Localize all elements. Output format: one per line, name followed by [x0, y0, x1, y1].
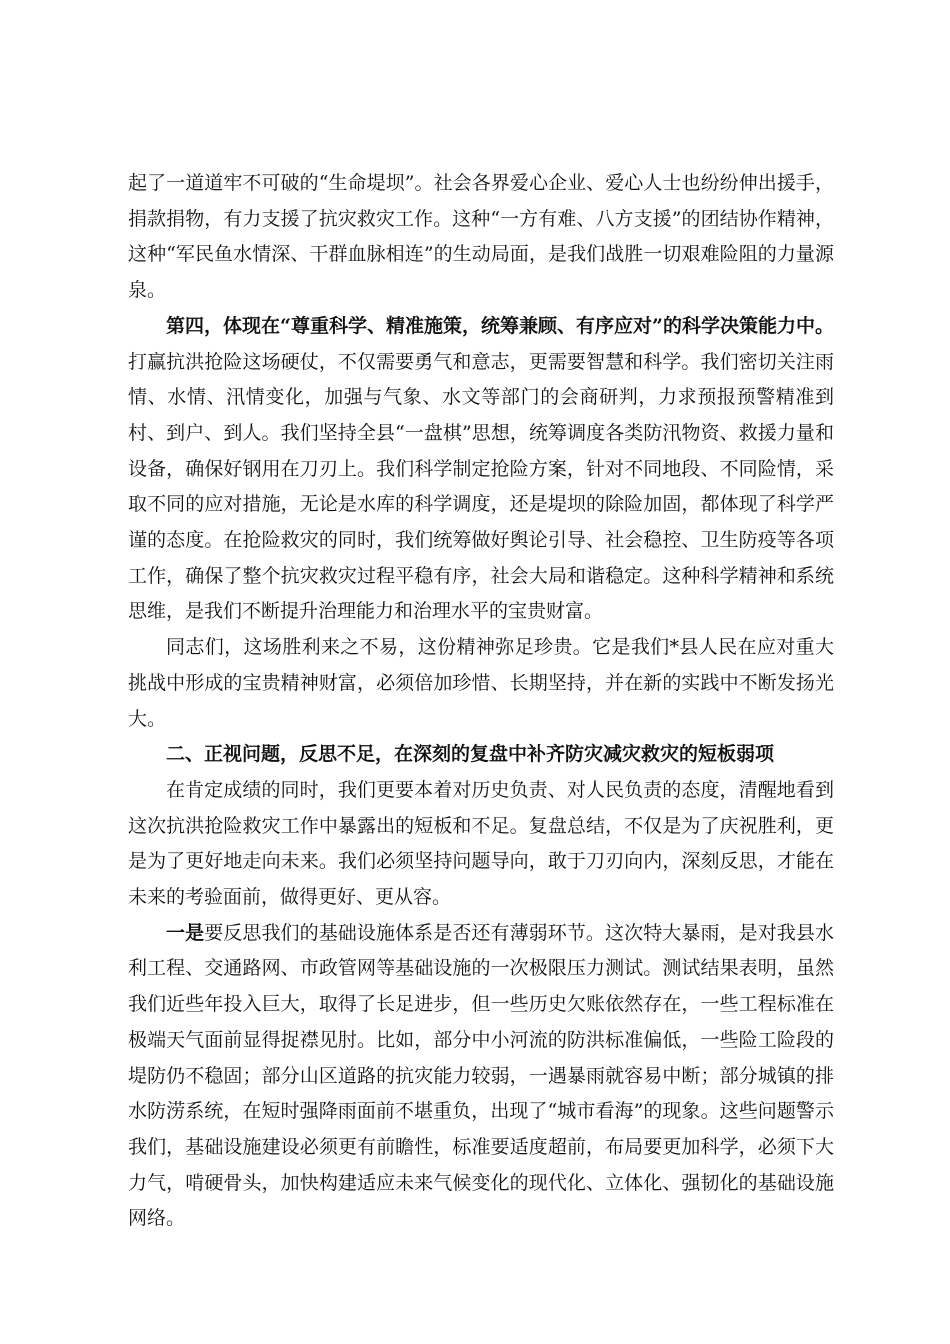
- paragraph-intro: [128, 773, 834, 916]
- section-heading: [128, 737, 834, 773]
- paragraph-continuation: [128, 166, 834, 309]
- paragraph-text: 在肯定成绩的同时，我们更要本着对历史负责、对人民负责的态度，清醒地看到这次抗洪抢险救灾工作中暴露出的短板和不足。复盘总结，不仅是为了庆祝胜利，更是为了更好地走向未来。我们必须坚持问题导向，敢于刀刃向内，深刻反思，才能在未来的考验面前，做得更好、更从容。: [128, 778, 834, 909]
- paragraph-lead-bold: 第四，体现在“尊重科学、精准施策，统筹兼顾、有序应对”的科学决策能力中。: [166, 314, 834, 337]
- paragraph-lead-bold: 一是: [166, 921, 205, 944]
- document-body: [128, 166, 834, 1237]
- paragraph-fourth-point: [128, 309, 834, 630]
- section-heading-text: 二、正视问题，反思不足，在深刻的复盘中补齐防灾减灾救灾的短板弱项: [166, 743, 775, 766]
- paragraph-text: 同志们，这场胜利来之不易，这份精神弥足珍贵。它是我们*县人民在应对重大挑战中形成的宝贵精神财富，必须倍加珍惜、长期坚持，并在新的实践中不断发扬光大。: [128, 636, 834, 730]
- paragraph-first-point: [128, 916, 834, 1237]
- paragraph-text: 起了一道道牢不可破的“生命堤坝”。社会各界爱心企业、爱心人士也纷纷伸出援手，捐款捐物，有力支援了抗灾救灾工作。这种“一方有难、八方支援”的团结协作精神，这种“军民鱼水情深、干群血脉相连”的生动局面，是我们战胜一切艰难险阻的力量源泉。: [128, 172, 834, 302]
- paragraph-text: 打赢抗洪抢险这场硬仗，不仅需要勇气和意志，更需要智慧和科学。我们密切关注雨情、水情、汛情变化，加强与气象、水文等部门的会商研判，力求预报预警精准到村、到户、到人。我们坚持全县“一盘棋”思想，统筹调度各类防汛物资、救援力量和设备，确保好钢用在刀刃上。我们科学制定抢险方案，针对不同地段、不同险情，采取不同的应对措施，无论是水库的科学调度，还是堤坝的除险加固，都体现了科学严谨的态度。在抢险救灾的同时，我们统筹做好舆论引导、社会稳控、卫生防疫等各项工作，确保了整个抗灾救灾过程平稳有序，社会大局和谐稳定。这种科学精神和系统思维，是我们不断提升治理能力和治理水平的宝贵财富。: [128, 350, 834, 623]
- paragraph-text: 要反思我们的基础设施体系是否还有薄弱环节。这次特大暴雨，是对我县水利工程、交通路网、市政管网等基础设施的一次极限压力测试。测试结果表明，虽然我们近些年投入巨大，取得了长足进步，但一些历史欠账依然存在，一些工程标准在极端天气面前显得捉襟见肘。比如，部分中小河流的防洪标准偏低，一些险工险段的堤防仍不稳固；部分山区道路的抗灾能力较弱，一遇暴雨就容易中断；部分城镇的排水防涝系统，在短时强降雨面前不堪重负，出现了“城市看海”的现象。这些问题警示我们，基础设施建设必须更有前瞻性，标准要适度超前，布局要更加科学，必须下大力气，啃硬骨头，加快构建适应未来气候变化的现代化、立体化、强韧化的基础设施网络。: [128, 921, 834, 1230]
- paragraph-summary: [128, 630, 834, 737]
